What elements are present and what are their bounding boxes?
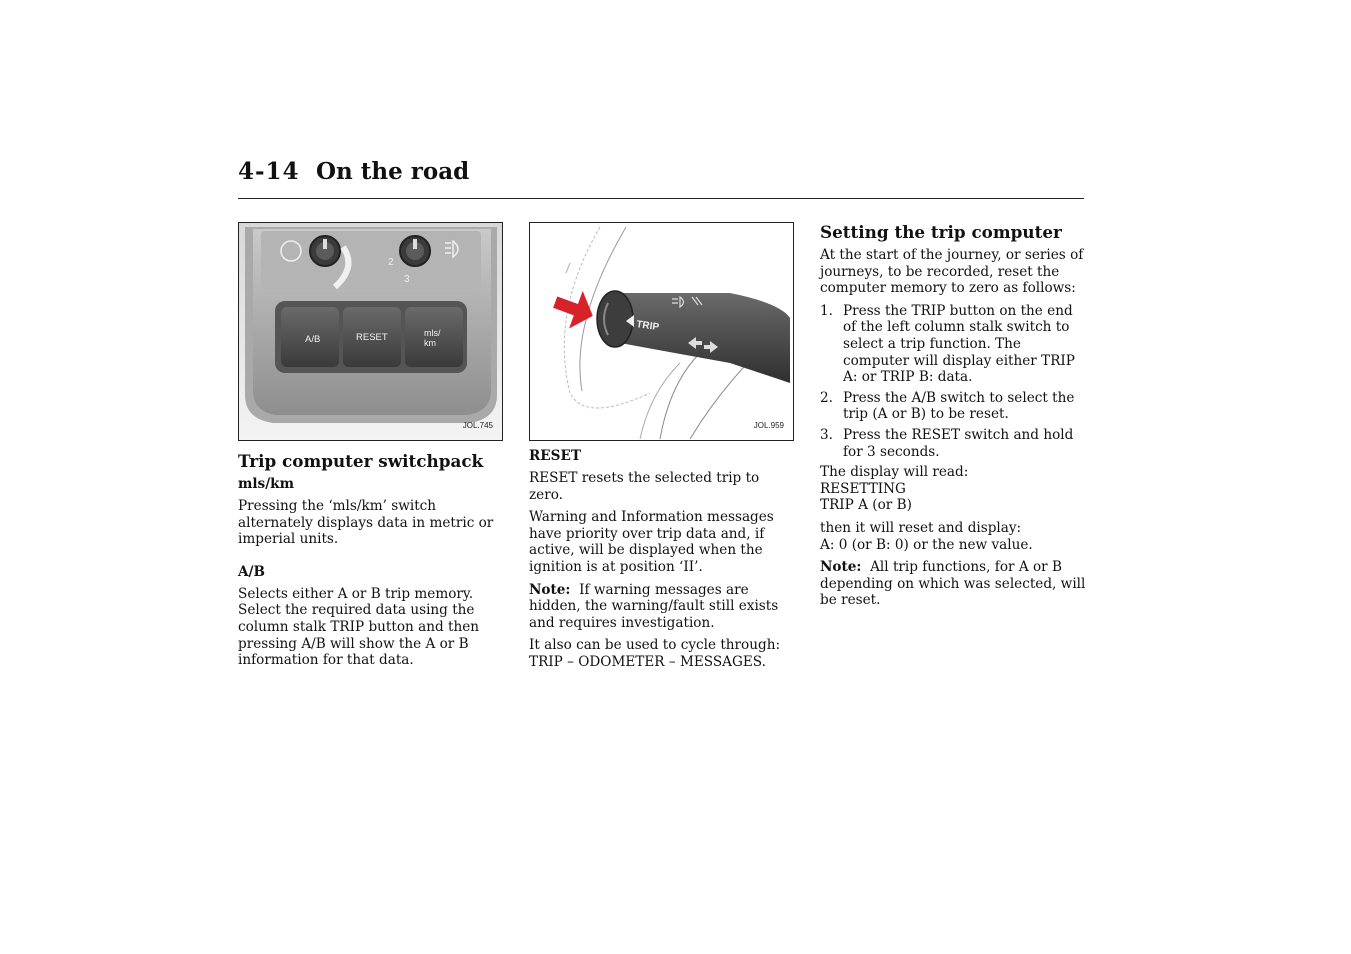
- stalk-illustration: [530, 223, 793, 440]
- then-line-2: A: 0 (or B: 0) or the new value.: [820, 536, 1033, 553]
- reset-switch-label: RESET: [356, 332, 388, 343]
- steps-list: [820, 303, 1086, 460]
- paragraph-reset: RESET resets the selected trip to zero.: [529, 470, 760, 503]
- note-label: Note:: [820, 559, 862, 576]
- stalk-figure: [529, 222, 794, 441]
- display-line-2: TRIP A (or B): [820, 497, 912, 514]
- note-warning: [529, 582, 795, 632]
- note-text: If warning messages are hidden, the warning/fault still exists and requires investigation.: [529, 581, 779, 631]
- section-heading: Setting the trip computer: [820, 222, 1062, 242]
- paragraph-cycle: [529, 637, 795, 670]
- section-heading: Trip computer switchpack: [238, 451, 484, 471]
- switchpack-illustration: [239, 223, 502, 440]
- list-item: 3. Press the RESET switch and hold for 3 seconds.: [820, 426, 1074, 460]
- paragraph-mls-km: Pressing the ‘mls/km’ switch alternately displays data in metric or imperial units.: [238, 498, 494, 548]
- cycle-line-2: TRIP – ODOMETER – MESSAGES.: [529, 653, 766, 670]
- subheading-mls-km: mls/km: [238, 476, 294, 492]
- paragraph-ab: Selects either A or B trip memory. Select the required data using the column stalk TRIP button and then pressing A/B will show the A or B information for that data.: [238, 585, 479, 669]
- figure-reference: JOL.745: [462, 421, 493, 431]
- paragraph-then: [820, 520, 1086, 553]
- mls-switch-label: mls/: [424, 328, 441, 338]
- subheading-reset: RESET: [529, 448, 581, 464]
- page-header: [238, 158, 1084, 199]
- display-line-1: RESETTING: [820, 480, 906, 497]
- note-text: All trip functions, for A or B depending on which was selected, will be reset.: [820, 559, 1086, 609]
- cycle-line-1: It also can be used to cycle through:: [529, 637, 781, 654]
- list-item: 1. Press the TRIP button on the end of the left column stalk switch to select a trip function. The computer will display either TRIP A: or TRIP B: data.: [820, 302, 1075, 386]
- note-label: Note:: [529, 581, 571, 598]
- paragraph-display: [820, 464, 1086, 514]
- column-switchpack: [238, 222, 504, 675]
- display-intro: The display will read:: [820, 464, 969, 481]
- subheading-ab: A/B: [238, 563, 266, 580]
- column-setting: [820, 222, 1086, 615]
- page-title: On the road: [316, 158, 470, 185]
- trip-button-label: TRIP: [635, 319, 660, 334]
- switchpack-figure: [238, 222, 503, 441]
- ab-switch-label: A/B: [305, 334, 321, 345]
- km-switch-label: km: [424, 338, 436, 348]
- paragraph-intro: At the start of the journey, or series of journeys, to be recorded, reset the computer memory to zero as follows:: [820, 247, 1084, 297]
- note-reset: [820, 559, 1086, 609]
- then-line-1: then it will reset and display:: [820, 519, 1022, 536]
- figure-reference: JOL.959: [753, 421, 784, 431]
- page-number: 4-14: [238, 158, 300, 185]
- press-arrow-icon: [548, 283, 599, 334]
- dial-label-3: 3: [404, 274, 410, 285]
- dial-label-2: 2: [388, 257, 394, 268]
- paragraph-warning: Warning and Information messages have priority over trip data and, if active, will be displayed when the ignition is at position ‘II’.: [529, 509, 774, 575]
- list-item: 2. Press the A/B switch to select the trip (A or B) to be reset.: [820, 389, 1075, 423]
- column-reset: [529, 222, 795, 677]
